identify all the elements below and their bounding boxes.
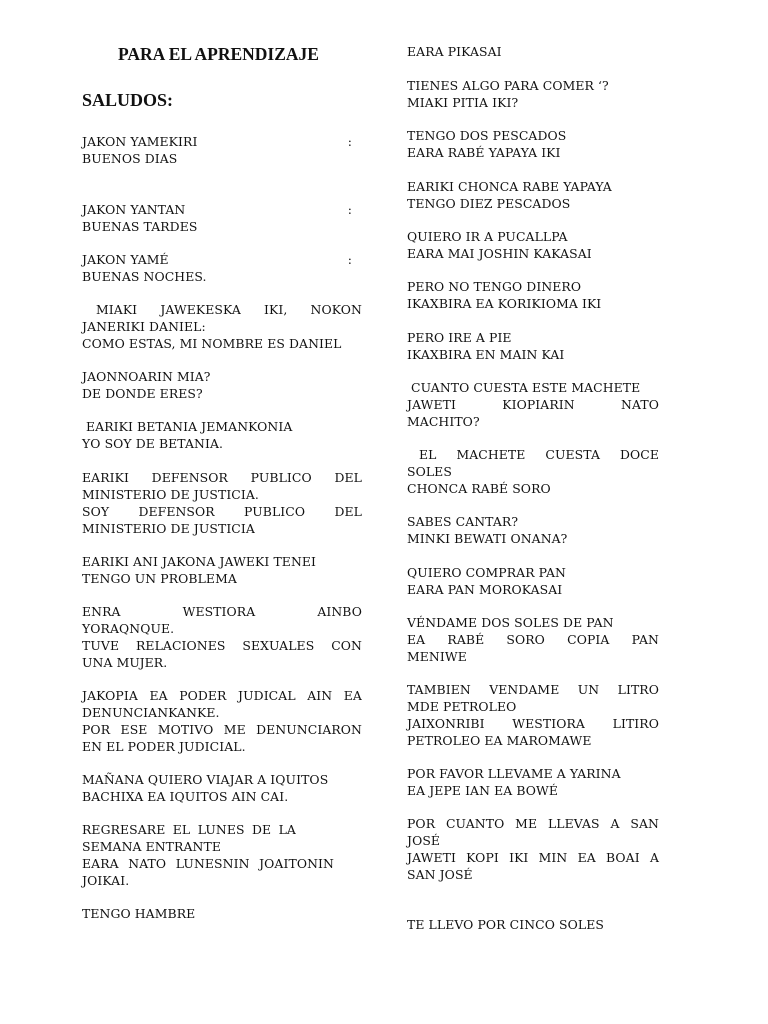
word: SOY [82, 504, 110, 519]
phrase-shipibo: JAKON YAMÉ [82, 252, 169, 267]
text-line: TENGO UN PROBLEMA [82, 571, 237, 586]
text-line: PETROLEO EA MAROMAWE [407, 733, 592, 748]
text-line: DE DONDE ERES? [82, 386, 203, 401]
word: DEL [334, 470, 362, 485]
word: LUNESNIN [175, 856, 250, 871]
word: MACHETE [456, 447, 526, 462]
page-title: PARA EL APRENDIZAJE [118, 44, 319, 64]
text-line: EARA MAI JOSHIN KAKASAI [407, 246, 592, 261]
word: ME [515, 816, 538, 831]
word: RABÉ [447, 632, 485, 647]
text-line: JAONNOARIN MIA? [82, 369, 211, 384]
word: TUVE [82, 638, 120, 653]
text-line: COMO ESTAS, MI NOMBRE ES DANIEL [82, 336, 342, 351]
phrase-block-12 [82, 821, 362, 889]
text-line: EARIKI CHONCA RABE YAPAYA [407, 179, 612, 194]
text-line: PERO NO TENGO DINERO [407, 279, 582, 294]
word: EL [172, 822, 191, 837]
text-line: UNA MUJER. [82, 655, 168, 670]
text-line: JOSÉ [407, 833, 441, 848]
text-line: MIAKI PITIA IKI? [407, 95, 519, 110]
word: NATO [621, 397, 659, 412]
text-line: EARA RABÉ YAPAYA IKI [407, 145, 561, 160]
text-line: CHONCA RABÉ SORO [407, 481, 551, 496]
word: DEFENSOR [151, 470, 228, 485]
phrase-block-13 [82, 905, 362, 922]
phrase-shipibo: JAKON YAMEKIRI [82, 134, 198, 149]
word: NOKON [310, 302, 362, 317]
word: A [649, 850, 659, 865]
word: SEXUALES [242, 638, 315, 653]
text-line: TENGO DOS PESCADOS [407, 128, 567, 143]
text-line: TENGO HAMBRE [82, 906, 196, 921]
text-line: JOIKAI. [82, 873, 130, 888]
text-line: BACHIXA EA IQUITOS AIN CAI. [82, 789, 289, 804]
word: VENDAME [489, 682, 560, 697]
word: SAN [630, 816, 659, 831]
word: LUNES [197, 822, 245, 837]
text-line: MAÑANA QUIERO VIAJAR A IQUITOS [82, 772, 329, 787]
word: PUBLICO [244, 504, 306, 519]
right-block-4 [407, 178, 659, 212]
word: DEL [334, 504, 362, 519]
word: A [610, 816, 620, 831]
word: PUBLICO [250, 470, 312, 485]
word: CUESTA [545, 447, 600, 462]
text-line: PERO IRE A PIE [407, 330, 512, 345]
right-block-3 [407, 127, 659, 161]
word: JAWETI [407, 850, 456, 865]
text-line: MDE PETROLEO [407, 699, 517, 714]
word: LITRO [617, 682, 659, 697]
right-block-2 [407, 77, 659, 111]
text-line: EN EL PODER JUDICIAL. [82, 739, 246, 754]
word: DOCE [619, 447, 659, 462]
text-line: TE LLEVO POR CINCO SOLES [407, 917, 604, 932]
text-line: QUIERO IR A PUCALLPA [407, 229, 568, 244]
word: UN [577, 682, 600, 697]
word: COPIA [567, 632, 610, 647]
word: NATO [128, 856, 167, 871]
word: LLEVAS [547, 816, 600, 831]
right-block-16 [407, 916, 659, 933]
phrase-spanish: BUENOS DIAS [82, 151, 178, 166]
greeting-block-2 [82, 201, 352, 235]
text-line: TENGO DIEZ PESCADOS [407, 196, 571, 211]
text-line: MENIWE [407, 649, 467, 664]
right-block-5 [407, 228, 659, 262]
phrase-block-4 [82, 301, 362, 352]
word: CUANTO [445, 816, 505, 831]
colon: : [347, 202, 352, 217]
text-line: YO SOY DE BETANIA. [82, 436, 224, 451]
text-line: EA JEPE IAN EA BOWÉ [407, 783, 558, 798]
word: LA [278, 822, 296, 837]
word: PAN [631, 632, 659, 647]
text-line: DENUNCIANKANKE. [82, 705, 220, 720]
text-line: IKAXBIRA EN MAIN KAI [407, 347, 565, 362]
right-block-15 [407, 815, 659, 883]
phrase-block-10 [82, 687, 362, 755]
text-line: JANERIKI DANIEL: [82, 319, 206, 334]
right-block-14 [407, 765, 659, 799]
word: JAWETI [407, 397, 456, 412]
word: EARIKI [82, 470, 129, 485]
text-line: MINISTERIO DE JUSTICIA. [82, 487, 259, 502]
text-line: MACHITO? [407, 414, 480, 429]
word: TAMBIEN [407, 682, 471, 697]
word: PODER [179, 688, 227, 703]
word: JAWEKESKA [160, 302, 241, 317]
text-line: CUANTO CUESTA ESTE MACHETE [407, 380, 641, 395]
text-line: EARIKI ANI JAKONA JAWEKI TENEI [82, 554, 317, 569]
word: DENUNCIARON [256, 722, 362, 737]
phrase-shipibo: JAKON YANTAN [82, 202, 186, 217]
word: EA [577, 850, 596, 865]
section-heading: SALUDOS: [82, 90, 174, 110]
text-line: TIENES ALGO PARA COMER ‘? [407, 78, 609, 93]
text-line: IKAXBIRA EA KORIKIOMA IKI [407, 296, 602, 311]
text-line: SEMANA ENTRANTE [82, 839, 221, 854]
word: IKI, [264, 302, 288, 317]
word: MOTIVO [157, 722, 214, 737]
word: REGRESARE [82, 822, 166, 837]
colon: : [347, 252, 352, 267]
right-block-8 [407, 379, 659, 430]
word: WESTIORA [512, 716, 585, 731]
word: JAIXONRIBI [407, 716, 485, 731]
text-line: SABES CANTAR? [407, 514, 519, 529]
phrase-block-5 [82, 368, 362, 402]
word: ESE [120, 722, 148, 737]
word: BOAI [605, 850, 640, 865]
word: JUDICAL [238, 688, 296, 703]
text-line: SAN JOSÉ [407, 867, 473, 882]
word: CON [331, 638, 362, 653]
text-line: EARIKI BETANIA JEMANKONIA [82, 419, 293, 434]
word: POR [407, 816, 436, 831]
text-line: VÉNDAME DOS SOLES DE PAN [407, 615, 614, 630]
right-block-1 [407, 43, 659, 60]
word: AINBO [317, 604, 362, 619]
word: POR [82, 722, 111, 737]
phrase-spanish: BUENAS NOCHES. [82, 269, 207, 284]
word: LITIRO [612, 716, 659, 731]
text-line: QUIERO COMPRAR PAN [407, 565, 566, 580]
colon: : [347, 134, 352, 149]
right-block-11 [407, 564, 659, 598]
word: KIOPIARIN [502, 397, 575, 412]
phrase-block-8 [82, 553, 362, 587]
greeting-block-3 [82, 251, 352, 285]
text-line: YORAQNQUE. [82, 621, 175, 636]
word: AIN [307, 688, 333, 703]
right-block-6 [407, 278, 659, 312]
right-block-12 [407, 614, 659, 665]
word: EA [149, 688, 168, 703]
word: EA [407, 632, 426, 647]
phrase-spanish: BUENAS TARDES [82, 219, 198, 234]
right-block-10 [407, 513, 659, 547]
word: MIAKI [96, 302, 138, 317]
word: SORO [506, 632, 545, 647]
phrase-block-11 [82, 771, 362, 805]
word: EARA [82, 856, 119, 871]
text-line: MINKI BEWATI ONANA? [407, 531, 568, 546]
right-block-7 [407, 329, 659, 363]
right-block-9 [407, 446, 659, 497]
word: DEFENSOR [138, 504, 215, 519]
phrase-block-7 [82, 469, 362, 537]
word: DE [251, 822, 272, 837]
word: JOAITONIN [259, 856, 334, 871]
word: ME [223, 722, 246, 737]
phrase-block-6 [82, 418, 362, 452]
text-line: MINISTERIO DE JUSTICIA [82, 521, 255, 536]
word: RELACIONES [136, 638, 226, 653]
word: IKI [509, 850, 529, 865]
word: JAKOPIA [82, 688, 138, 703]
text-line: SOLES [407, 464, 452, 479]
word: KOPI [466, 850, 499, 865]
phrase-block-9 [82, 603, 362, 671]
word: ENRA [82, 604, 121, 619]
right-block-13 [407, 681, 659, 749]
word: MIN [538, 850, 568, 865]
text-line: POR FAVOR LLEVAME A YARINA [407, 766, 621, 781]
word: WESTIORA [182, 604, 256, 619]
text-line: EARA PIKASAI [407, 44, 502, 59]
word: EA [343, 688, 362, 703]
word: EL [419, 447, 437, 462]
text-line: EARA PAN MOROKASAI [407, 582, 563, 597]
greeting-block-1 [82, 133, 352, 167]
